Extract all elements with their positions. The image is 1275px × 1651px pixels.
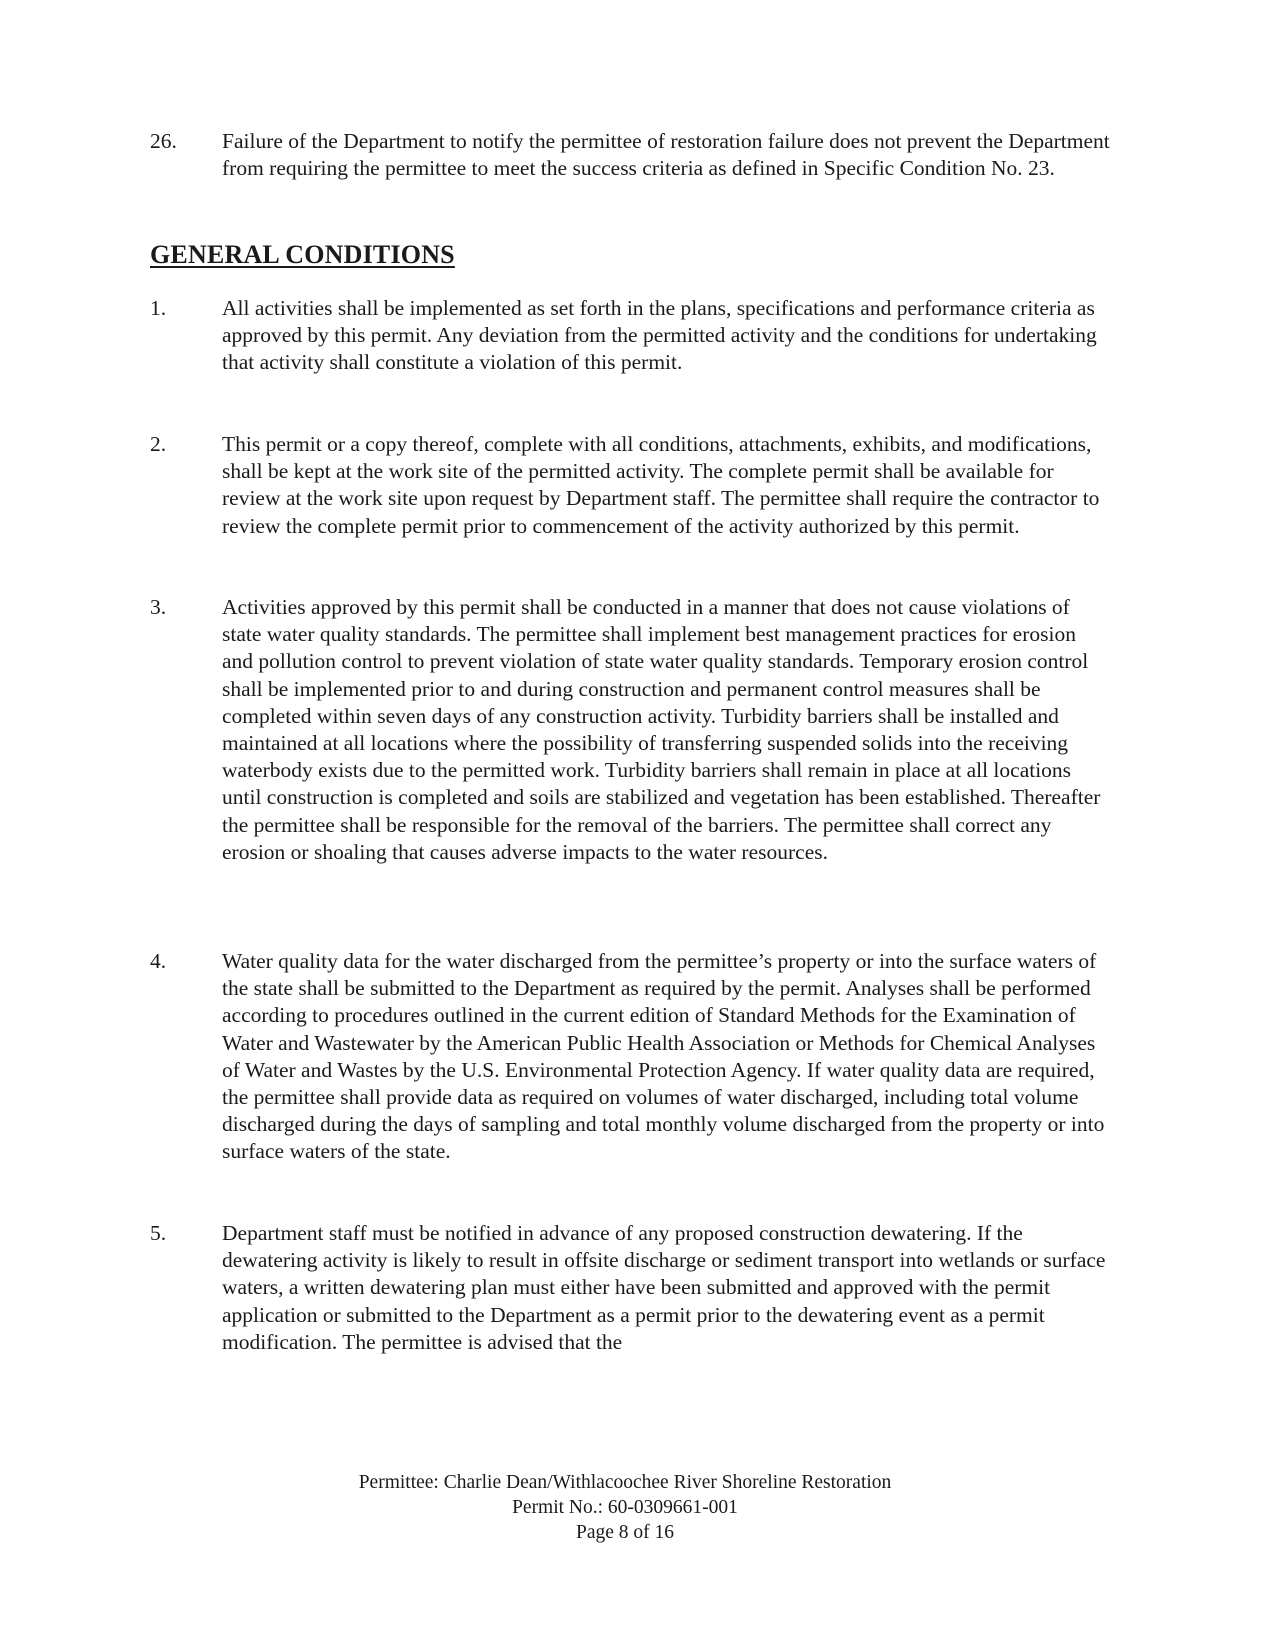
general-condition-4 <box>150 948 1110 1166</box>
general-condition-5 <box>150 1220 1110 1356</box>
page-footer <box>0 1470 1250 1545</box>
condition-number: 4. <box>150 949 167 973</box>
condition-number: 26. <box>150 129 177 153</box>
condition-text: This permit or a copy thereof, complete with all conditions, attachments, exhibits, and modifications, shall be kept at the work site of the permitted activity. The complete permit shall be available for review at the work site upon request by Department staff. The permittee shall require the contractor to review the complete permit prior to commencement of the activity authorized by this permit. <box>222 432 1100 538</box>
condition-number: 3. <box>150 595 167 619</box>
condition-number: 5. <box>150 1221 167 1245</box>
condition-number: 2. <box>150 432 167 456</box>
specific-condition-26 <box>150 128 1110 182</box>
condition-text: Activities approved by this permit shall be conducted in a manner that does not cause violations of state water quality standards. The permittee shall implement best management practices for erosion and pollution control to prevent violation of state water quality standards. Temporary erosion control shall be implemented prior to and during construction and permanent control measures shall be completed within seven days of any construction activity. Turbidity barriers shall be installed and maintained at all locations where the possibility of transferring suspended solids into the receiving waterbody exists due to the permitted work. Turbidity barriers shall remain in place at all locations until construction is completed and soils are stabilized and vegetation has been established. Thereafter the permittee shall be responsible for the removal of the barriers. The permittee shall correct any erosion or shoaling that causes adverse impacts to the water resources. <box>222 595 1101 864</box>
condition-number: 1. <box>150 296 167 320</box>
footer-permittee: Permittee: Charlie Dean/Withlacoochee River Shoreline Restoration <box>358 1472 892 1493</box>
general-condition-2 <box>150 431 1110 540</box>
footer-permit-number: Permit No.: 60-0309661-001 <box>512 1497 738 1518</box>
condition-text: Water quality data for the water discharged from the permittee’s property or into the surface waters of the state shall be submitted to the Department as required by the permit. Analyses shall be performed according to procedures outlined in the current edition of Standard Methods for the Examination of Water and Wastewater by the American Public Health Association or Methods for Chemical Analyses of Water and Wastes by the U.S. Environmental Protection Agency. If water quality data are required, the permittee shall provide data as required on volumes of water discharged, including total volume discharged during the days of sampling and total monthly volume discharged from the property or into surface waters of the state. <box>222 949 1105 1164</box>
general-condition-3 <box>150 594 1110 866</box>
condition-text: All activities shall be implemented as set forth in the plans, specifications and performance criteria as approved by this permit. Any deviation from the permitted activity and the conditions for undertaking that activity shall constitute a violation of this permit. <box>222 296 1097 375</box>
condition-text: Department staff must be notified in advance of any proposed construction dewatering. If the dewatering activity is likely to result in offsite discharge or sediment transport into wetlands or surface waters, a written dewatering plan must either have been submitted and approved with the permit application or submitted to the Department as a permit prior to the dewatering event as a permit modification. The permittee is advised that the <box>222 1221 1106 1354</box>
condition-text: Failure of the Department to notify the permittee of restoration failure does not prevent the Department from requiring the permittee to meet the success criteria as defined in Specific Condition No. 23. <box>222 129 1110 181</box>
general-condition-1 <box>150 295 1110 377</box>
footer-page-number: Page 8 of 16 <box>575 1522 675 1543</box>
section-heading: GENERAL CONDITIONS <box>150 240 455 269</box>
